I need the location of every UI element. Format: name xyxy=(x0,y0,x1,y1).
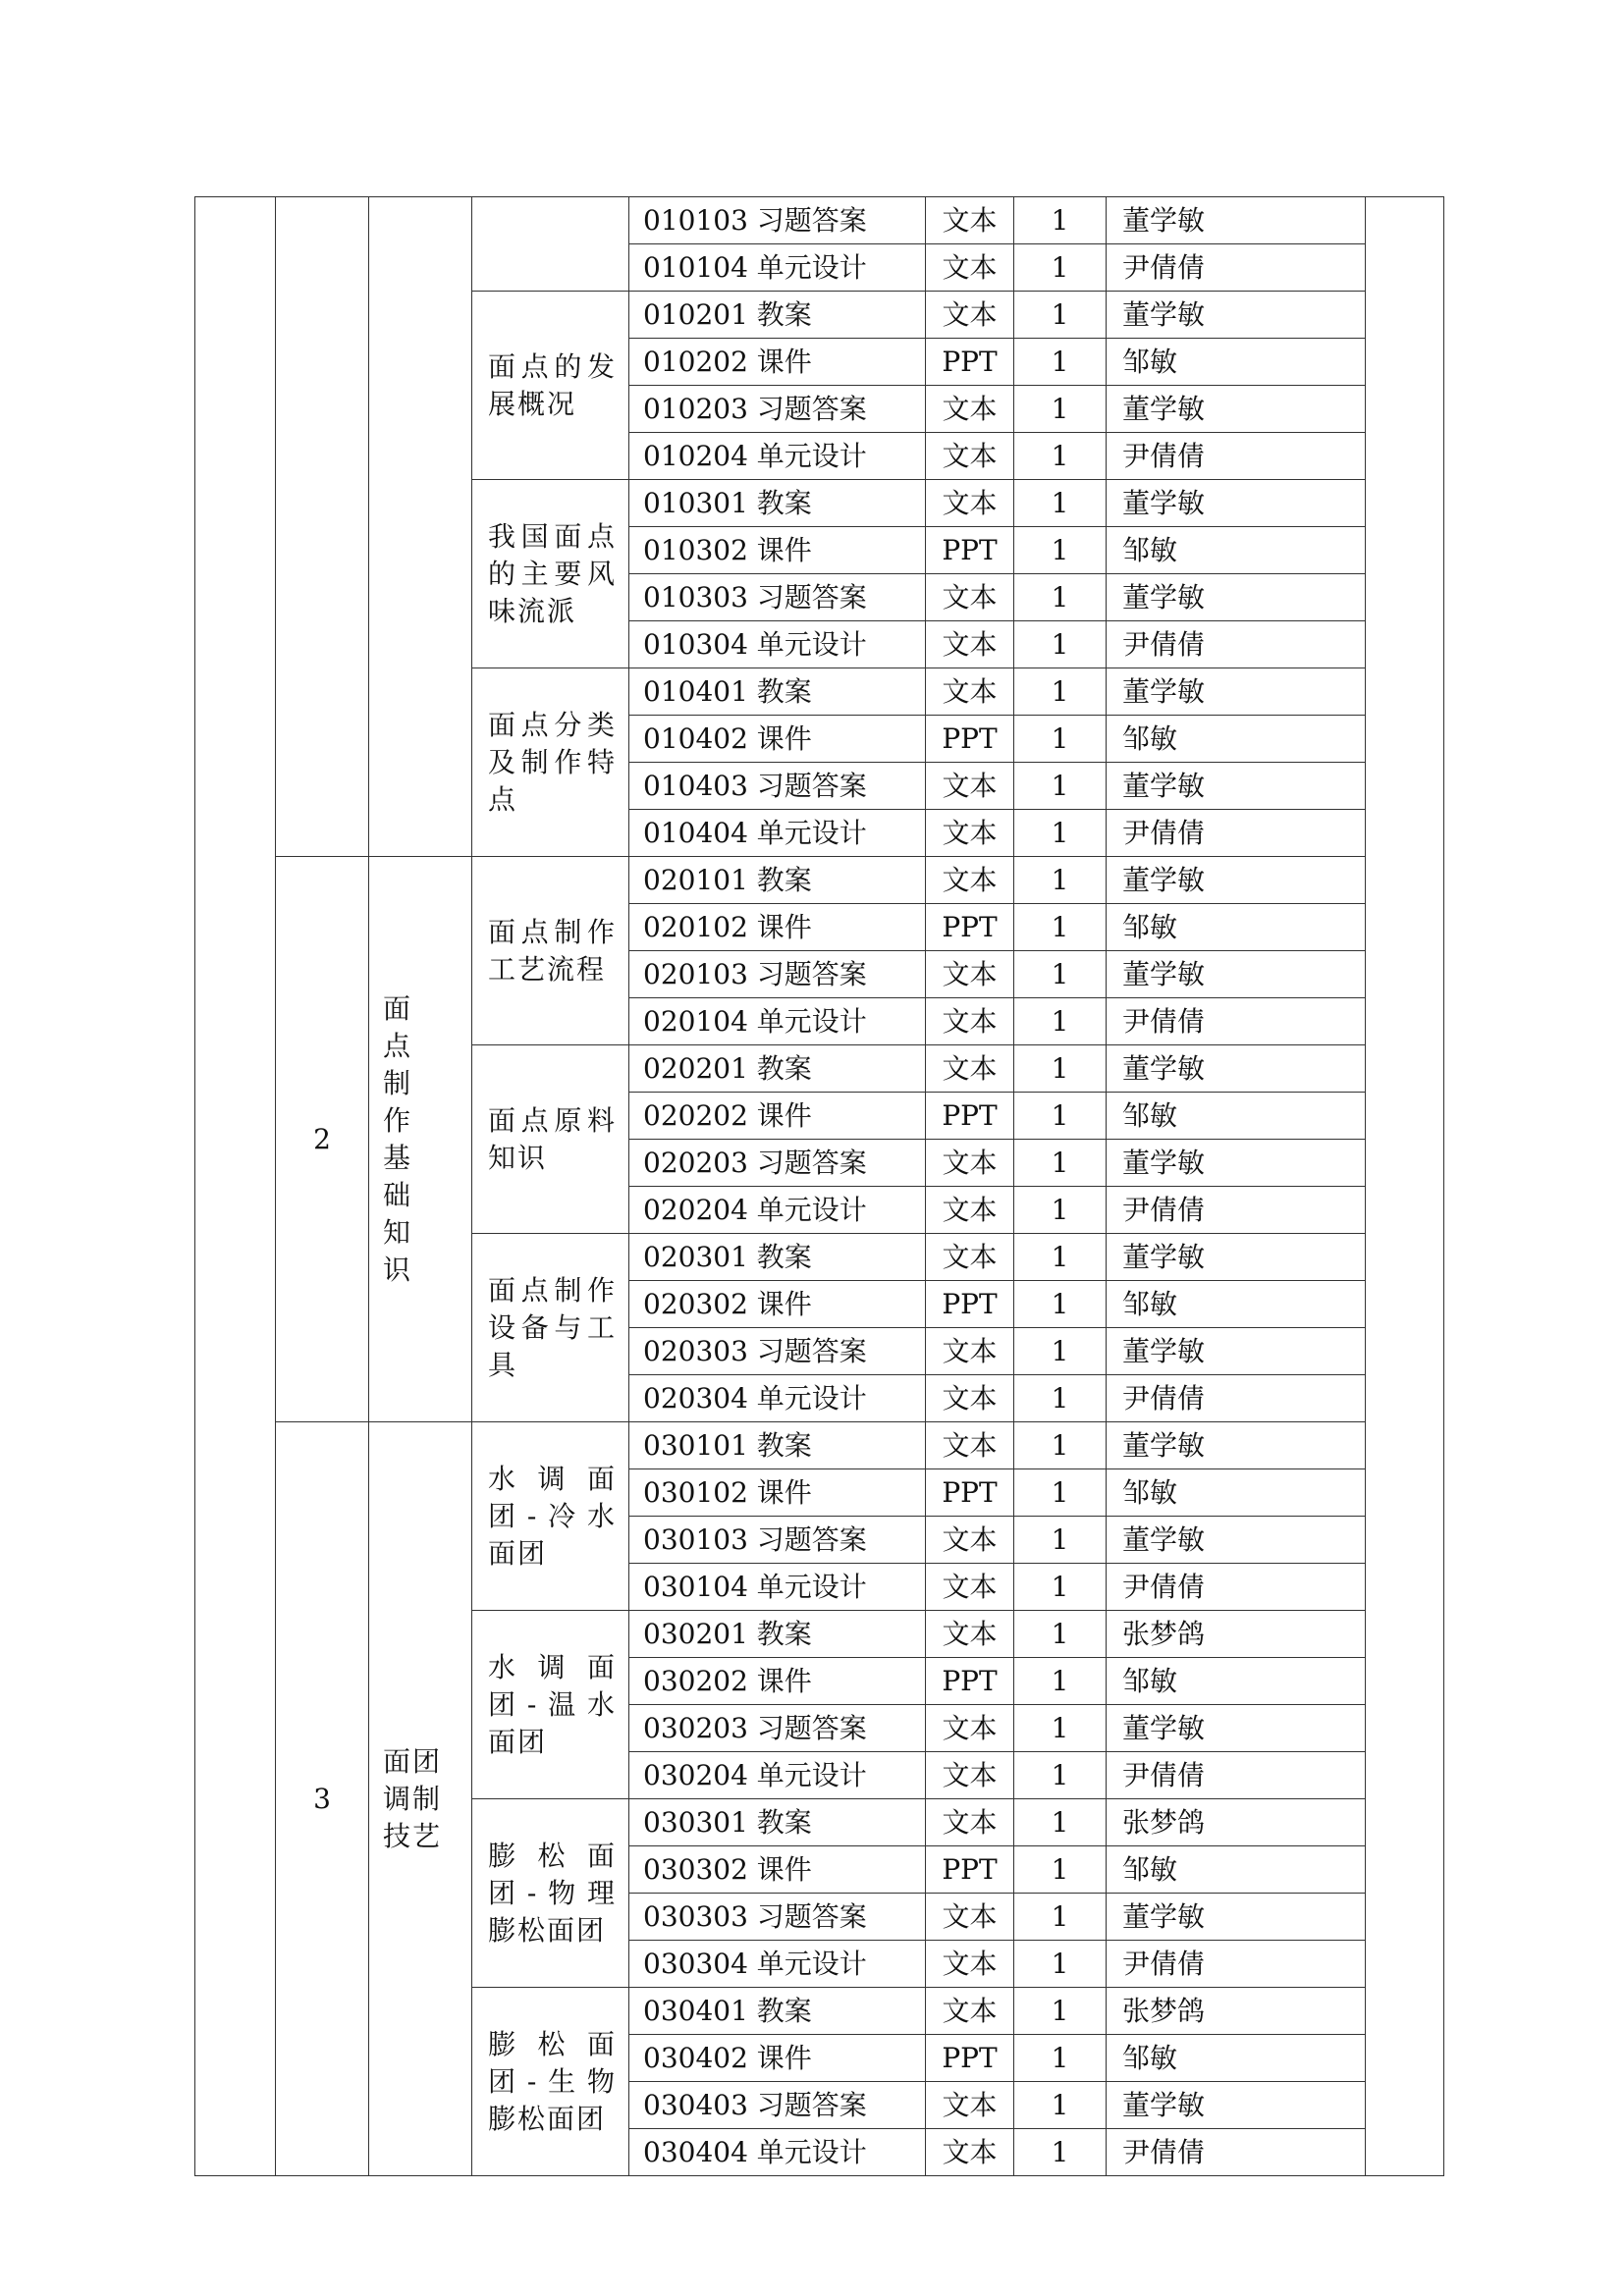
resource-type: 文本 xyxy=(926,1611,1014,1658)
resource-author: 邹敏 xyxy=(1107,2035,1366,2082)
resource-type: 文本 xyxy=(926,433,1014,480)
resource-quantity: 1 xyxy=(1014,1140,1107,1187)
right-blank-cell xyxy=(1366,197,1444,2176)
resource-author: 董学敏 xyxy=(1107,574,1366,621)
resource-author: 尹倩倩 xyxy=(1107,433,1366,480)
resource-code: 030103 习题答案 xyxy=(629,1517,926,1564)
resource-code: 010201 教案 xyxy=(629,292,926,339)
resource-type: 文本 xyxy=(926,998,1014,1045)
resource-author: 邹敏 xyxy=(1107,1281,1366,1328)
resource-type: 文本 xyxy=(926,763,1014,810)
chapter-title-line: 知识 xyxy=(383,1215,425,1286)
resource-author: 董学敏 xyxy=(1107,668,1366,716)
resource-quantity: 1 xyxy=(1014,1187,1107,1234)
section-title: 我国面点的主要风味流派 xyxy=(472,480,629,668)
resource-type: 文本 xyxy=(926,1564,1014,1611)
resource-code: 010104 单元设计 xyxy=(629,244,926,292)
resource-author: 董学敏 xyxy=(1107,2082,1366,2129)
resource-quantity: 1 xyxy=(1014,292,1107,339)
resource-code: 030404 单元设计 xyxy=(629,2129,926,2176)
resource-code: 010304 单元设计 xyxy=(629,621,926,668)
chapter-title-line: 技艺 xyxy=(383,1819,443,1852)
resource-author: 邹敏 xyxy=(1107,1846,1366,1894)
resource-code: 020201 教案 xyxy=(629,1045,926,1093)
resource-quantity: 1 xyxy=(1014,1988,1107,2035)
resource-quantity: 1 xyxy=(1014,2035,1107,2082)
chapter-title-line: 面 点 xyxy=(383,991,425,1062)
resource-author: 尹倩倩 xyxy=(1107,2129,1366,2176)
resource-type: 文本 xyxy=(926,1799,1014,1846)
resource-author: 董学敏 xyxy=(1107,1517,1366,1564)
section-title: 膨松面团-生物膨松面团 xyxy=(472,1988,629,2176)
resource-author: 尹倩倩 xyxy=(1107,1941,1366,1988)
resource-code: 020101 教案 xyxy=(629,857,926,904)
resource-quantity: 1 xyxy=(1014,197,1107,244)
resource-type: PPT xyxy=(926,716,1014,763)
resource-author: 尹倩倩 xyxy=(1107,1564,1366,1611)
resource-code: 020203 习题答案 xyxy=(629,1140,926,1187)
chapter-number xyxy=(276,197,369,857)
resource-quantity: 1 xyxy=(1014,1611,1107,1658)
resource-quantity: 1 xyxy=(1014,574,1107,621)
table-row xyxy=(195,1422,1444,1469)
resource-type: 文本 xyxy=(926,1187,1014,1234)
resource-type: PPT xyxy=(926,1658,1014,1705)
resource-type: PPT xyxy=(926,339,1014,386)
resource-type: 文本 xyxy=(926,292,1014,339)
section-title: 面点分类及制作特点 xyxy=(472,668,629,857)
resource-quantity: 1 xyxy=(1014,433,1107,480)
resource-quantity: 1 xyxy=(1014,1517,1107,1564)
resource-type: 文本 xyxy=(926,386,1014,433)
resource-quantity: 1 xyxy=(1014,857,1107,904)
resource-code: 020202 课件 xyxy=(629,1093,926,1140)
resource-code: 010301 教案 xyxy=(629,480,926,527)
chapter-number: 3 xyxy=(276,1422,369,2176)
resource-quantity: 1 xyxy=(1014,904,1107,951)
resource-quantity: 1 xyxy=(1014,1422,1107,1469)
resource-author: 董学敏 xyxy=(1107,1705,1366,1752)
resource-type: 文本 xyxy=(926,197,1014,244)
resource-author: 董学敏 xyxy=(1107,951,1366,998)
resource-code: 030202 课件 xyxy=(629,1658,926,1705)
resource-type: 文本 xyxy=(926,1328,1014,1375)
resource-quantity: 1 xyxy=(1014,1045,1107,1093)
resource-author: 董学敏 xyxy=(1107,1422,1366,1469)
resource-code: 030204 单元设计 xyxy=(629,1752,926,1799)
resource-type: 文本 xyxy=(926,1894,1014,1941)
resource-quantity: 1 xyxy=(1014,1375,1107,1422)
resource-type: 文本 xyxy=(926,1140,1014,1187)
resource-author: 尹倩倩 xyxy=(1107,998,1366,1045)
resource-quantity: 1 xyxy=(1014,1752,1107,1799)
resource-table xyxy=(194,196,1444,2176)
resource-type: 文本 xyxy=(926,244,1014,292)
chapter-title-line: 面团 xyxy=(383,1744,443,1778)
resource-code: 030102 课件 xyxy=(629,1469,926,1517)
resource-quantity: 1 xyxy=(1014,1705,1107,1752)
resource-code: 030304 单元设计 xyxy=(629,1941,926,1988)
resource-type: 文本 xyxy=(926,668,1014,716)
resource-type: PPT xyxy=(926,1469,1014,1517)
resource-code: 010103 习题答案 xyxy=(629,197,926,244)
resource-quantity: 1 xyxy=(1014,386,1107,433)
resource-author: 邹敏 xyxy=(1107,1469,1366,1517)
resource-type: 文本 xyxy=(926,1517,1014,1564)
resource-quantity: 1 xyxy=(1014,951,1107,998)
section-title: 水调面团-温水面团 xyxy=(472,1611,629,1799)
resource-type: 文本 xyxy=(926,1705,1014,1752)
resource-author: 张梦鸽 xyxy=(1107,1988,1366,2035)
resource-type: 文本 xyxy=(926,1375,1014,1422)
resource-code: 020302 课件 xyxy=(629,1281,926,1328)
resource-author: 邹敏 xyxy=(1107,716,1366,763)
resource-quantity: 1 xyxy=(1014,763,1107,810)
resource-table-body xyxy=(195,197,1444,2176)
resource-author: 尹倩倩 xyxy=(1107,1375,1366,1422)
resource-author: 张梦鸽 xyxy=(1107,1799,1366,1846)
resource-quantity: 1 xyxy=(1014,810,1107,857)
resource-author: 董学敏 xyxy=(1107,1234,1366,1281)
section-title: 膨松面团-物理膨松面团 xyxy=(472,1799,629,1988)
resource-code: 010403 习题答案 xyxy=(629,763,926,810)
resource-code: 020103 习题答案 xyxy=(629,951,926,998)
resource-author: 邹敏 xyxy=(1107,1093,1366,1140)
resource-type: 文本 xyxy=(926,951,1014,998)
resource-author: 邹敏 xyxy=(1107,904,1366,951)
resource-quantity: 1 xyxy=(1014,527,1107,574)
chapter-title xyxy=(369,197,472,857)
resource-code: 010302 课件 xyxy=(629,527,926,574)
resource-code: 020303 习题答案 xyxy=(629,1328,926,1375)
resource-quantity: 1 xyxy=(1014,1799,1107,1846)
resource-code: 030303 习题答案 xyxy=(629,1894,926,1941)
resource-author: 尹倩倩 xyxy=(1107,244,1366,292)
resource-type: 文本 xyxy=(926,810,1014,857)
resource-code: 010203 习题答案 xyxy=(629,386,926,433)
resource-author: 邹敏 xyxy=(1107,527,1366,574)
resource-type: PPT xyxy=(926,904,1014,951)
chapter-number: 2 xyxy=(276,857,369,1422)
resource-quantity: 1 xyxy=(1014,480,1107,527)
resource-quantity: 1 xyxy=(1014,244,1107,292)
resource-code: 010404 单元设计 xyxy=(629,810,926,857)
resource-quantity: 1 xyxy=(1014,1846,1107,1894)
resource-author: 张梦鸽 xyxy=(1107,1611,1366,1658)
resource-code: 030301 教案 xyxy=(629,1799,926,1846)
resource-author: 董学敏 xyxy=(1107,292,1366,339)
resource-quantity: 1 xyxy=(1014,998,1107,1045)
resource-author: 董学敏 xyxy=(1107,386,1366,433)
chapter-title xyxy=(369,1422,472,2176)
resource-author: 董学敏 xyxy=(1107,857,1366,904)
resource-code: 030402 课件 xyxy=(629,2035,926,2082)
resource-code: 010401 教案 xyxy=(629,668,926,716)
section-title: 面点的发展概况 xyxy=(472,292,629,480)
resource-type: 文本 xyxy=(926,1234,1014,1281)
resource-type: 文本 xyxy=(926,2129,1014,2176)
resource-quantity: 1 xyxy=(1014,621,1107,668)
section-title: 水调面团-冷水面团 xyxy=(472,1422,629,1611)
section-title: 面点原料知识 xyxy=(472,1045,629,1234)
resource-quantity: 1 xyxy=(1014,1564,1107,1611)
resource-quantity: 1 xyxy=(1014,1658,1107,1705)
resource-code: 010402 课件 xyxy=(629,716,926,763)
resource-author: 董学敏 xyxy=(1107,197,1366,244)
resource-quantity: 1 xyxy=(1014,2129,1107,2176)
resource-quantity: 1 xyxy=(1014,2082,1107,2129)
chapter-title-line: 调制 xyxy=(383,1782,443,1815)
resource-code: 030403 习题答案 xyxy=(629,2082,926,2129)
resource-author: 尹倩倩 xyxy=(1107,1187,1366,1234)
resource-quantity: 1 xyxy=(1014,1941,1107,1988)
resource-author: 董学敏 xyxy=(1107,480,1366,527)
resource-type: PPT xyxy=(926,527,1014,574)
resource-author: 董学敏 xyxy=(1107,763,1366,810)
resource-type: 文本 xyxy=(926,2082,1014,2129)
resource-code: 020104 单元设计 xyxy=(629,998,926,1045)
resource-quantity: 1 xyxy=(1014,339,1107,386)
resource-code: 030101 教案 xyxy=(629,1422,926,1469)
resource-quantity: 1 xyxy=(1014,1328,1107,1375)
table-row xyxy=(195,197,1444,244)
resource-type: PPT xyxy=(926,1093,1014,1140)
chapter-title xyxy=(369,857,472,1422)
resource-code: 020301 教案 xyxy=(629,1234,926,1281)
resource-code: 030401 教案 xyxy=(629,1988,926,2035)
resource-code: 030104 单元设计 xyxy=(629,1564,926,1611)
resource-type: PPT xyxy=(926,1846,1014,1894)
resource-quantity: 1 xyxy=(1014,1894,1107,1941)
outer-blank-cell xyxy=(195,197,276,2176)
resource-quantity: 1 xyxy=(1014,1093,1107,1140)
resource-code: 020102 课件 xyxy=(629,904,926,951)
resource-quantity: 1 xyxy=(1014,716,1107,763)
resource-type: PPT xyxy=(926,1281,1014,1328)
resource-type: 文本 xyxy=(926,1752,1014,1799)
resource-code: 030203 习题答案 xyxy=(629,1705,926,1752)
section-title: 面点制作设备与工具 xyxy=(472,1234,629,1422)
resource-quantity: 1 xyxy=(1014,1234,1107,1281)
resource-author: 邹敏 xyxy=(1107,339,1366,386)
resource-quantity: 1 xyxy=(1014,1469,1107,1517)
resource-quantity: 1 xyxy=(1014,668,1107,716)
resource-quantity: 1 xyxy=(1014,1281,1107,1328)
resource-code: 020304 单元设计 xyxy=(629,1375,926,1422)
resource-type: 文本 xyxy=(926,1045,1014,1093)
resource-type: PPT xyxy=(926,2035,1014,2082)
resource-type: 文本 xyxy=(926,480,1014,527)
resource-type: 文本 xyxy=(926,1941,1014,1988)
resource-type: 文本 xyxy=(926,1988,1014,2035)
resource-author: 尹倩倩 xyxy=(1107,810,1366,857)
section-title xyxy=(472,197,629,292)
resource-code: 030201 教案 xyxy=(629,1611,926,1658)
resource-type: 文本 xyxy=(926,1422,1014,1469)
resource-code: 010204 单元设计 xyxy=(629,433,926,480)
resource-code: 030302 课件 xyxy=(629,1846,926,1894)
resource-author: 董学敏 xyxy=(1107,1894,1366,1941)
chapter-title-line: 基 础 xyxy=(383,1141,425,1211)
resource-author: 尹倩倩 xyxy=(1107,1752,1366,1799)
resource-type: 文本 xyxy=(926,574,1014,621)
resource-code: 020204 单元设计 xyxy=(629,1187,926,1234)
resource-author: 董学敏 xyxy=(1107,1328,1366,1375)
resource-author: 邹敏 xyxy=(1107,1658,1366,1705)
table-row xyxy=(195,857,1444,904)
resource-type: 文本 xyxy=(926,621,1014,668)
resource-type: 文本 xyxy=(926,857,1014,904)
section-title: 面点制作工艺流程 xyxy=(472,857,629,1045)
resource-author: 董学敏 xyxy=(1107,1045,1366,1093)
chapter-title-line: 制 作 xyxy=(383,1066,425,1137)
resource-code: 010303 习题答案 xyxy=(629,574,926,621)
resource-author: 尹倩倩 xyxy=(1107,621,1366,668)
resource-author: 董学敏 xyxy=(1107,1140,1366,1187)
resource-code: 010202 课件 xyxy=(629,339,926,386)
